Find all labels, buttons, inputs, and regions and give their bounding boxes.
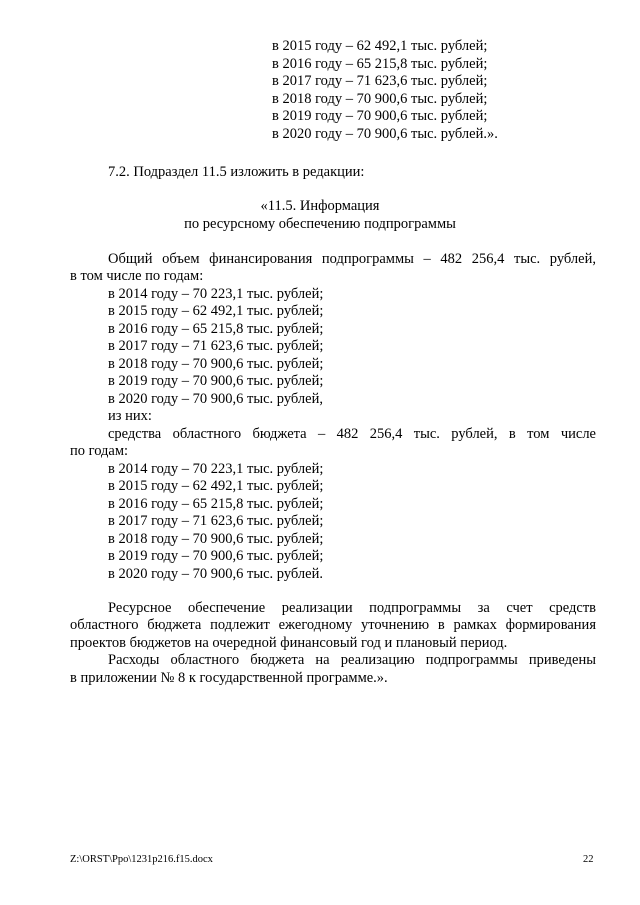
page-number: 22	[583, 854, 594, 865]
list-item: в 2016 году – 65 215,8 тыс. рублей;	[272, 56, 488, 72]
list-item: в 2016 году – 65 215,8 тыс. рублей;	[108, 496, 324, 512]
regional-intro-line2: по годам:	[70, 443, 129, 459]
list-item: в 2016 году – 65 215,8 тыс. рублей;	[108, 321, 324, 337]
list-item: в 2019 году – 70 900,6 тыс. рублей;	[272, 108, 488, 124]
list-item: в 2020 году – 70 900,6 тыс. рублей.».	[272, 126, 498, 142]
footer-file-path: Z:\ORST\Ppo\1231p216.f15.docx	[70, 854, 213, 865]
list-item: в 2015 году – 62 492,1 тыс. рублей;	[108, 478, 324, 494]
paragraph1-line3: проектов бюджетов на очередной финансовый год и плановый период.	[70, 635, 508, 651]
list-item: в 2015 году – 62 492,1 тыс. рублей;	[108, 303, 324, 319]
paragraph1-line2: областного бюджета подлежит ежегодному уточнению в рамках формирования	[70, 617, 596, 633]
paragraph1-line1: Ресурсное обеспечение реализации подпрограммы за счет средств	[108, 600, 596, 616]
list-item: в 2019 году – 70 900,6 тыс. рублей;	[108, 373, 324, 389]
list-item: в 2018 году – 70 900,6 тыс. рублей;	[272, 91, 488, 107]
paragraph2-line1: Расходы областного бюджета на реализацию подпрограммы приведены	[108, 652, 596, 668]
list-item: в 2017 году – 71 623,6 тыс. рублей;	[108, 513, 324, 529]
list-item: в 2015 году – 62 492,1 тыс. рублей;	[272, 38, 488, 54]
list-item: в 2019 году – 70 900,6 тыс. рублей;	[108, 548, 324, 564]
list-item: в 2014 году – 70 223,1 тыс. рублей;	[108, 286, 324, 302]
clause-text: 7.2. Подраздел 11.5 изложить в редакции:	[108, 164, 365, 180]
list-item: в 2018 году – 70 900,6 тыс. рублей;	[108, 356, 324, 372]
list-item: в 2014 году – 70 223,1 тыс. рублей;	[108, 461, 324, 477]
paragraph2-line2: в приложении № 8 к государственной программе.».	[70, 670, 388, 686]
total-intro-line2: в том числе по годам:	[70, 268, 204, 284]
list-item: в 2017 году – 71 623,6 тыс. рублей;	[108, 338, 324, 354]
list-item: в 2017 году – 71 623,6 тыс. рублей;	[272, 73, 488, 89]
section-title-line2: по ресурсному обеспечению подпрограммы	[184, 216, 456, 232]
total-intro-line1: Общий объем финансирования подпрограммы – 482 256,4 тыс. рублей,	[108, 251, 596, 267]
list-item: в 2020 году – 70 900,6 тыс. рублей,	[108, 391, 323, 407]
list-item: в 2018 году – 70 900,6 тыс. рублей;	[108, 531, 324, 547]
list-item: в 2020 году – 70 900,6 тыс. рублей.	[108, 566, 323, 582]
regional-intro-line1: средства областного бюджета – 482 256,4 тыс. рублей, в том числе	[108, 426, 596, 442]
of-them-text: из них:	[108, 408, 152, 424]
section-title-line1: «11.5. Информация	[260, 198, 380, 214]
